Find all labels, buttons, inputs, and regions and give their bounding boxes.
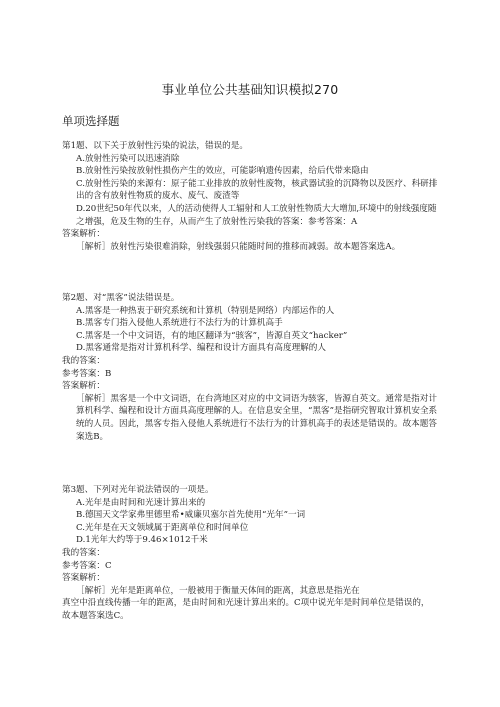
- question-stem: 第1题、以下关于放射性污染的说法，错误的是。: [62, 141, 248, 151]
- question-3: [62, 484, 438, 623]
- my-answer: 我的答案：: [62, 355, 105, 366]
- option-c: C.放射性污染的来源有：原子能工业排放的放射性废物，核武器试验的沉降物以及医疗、科研排出的含有放射性物质的废水、废气、废渣等: [76, 178, 438, 202]
- option-a: A.放射性污染可以迅速消除: [76, 153, 180, 164]
- option-c: C.光年是在天文领域属于距离单位和时间单位: [76, 522, 249, 533]
- question-1: [62, 140, 438, 253]
- analysis-label: 答案解析：: [62, 573, 105, 584]
- my-answer: 我的答案：: [62, 547, 105, 558]
- analysis-text-line1: ［解析］光年是距离单位，一般被用于衡量天体间的距离，其意思是指光在: [76, 585, 360, 596]
- option-b: B.德国天文学家弗里德里希•威廉贝塞尔首先使用“光年”一词: [76, 510, 306, 521]
- reference-answer: 参考答案：C: [62, 560, 112, 571]
- section-heading: 单项选择题: [62, 114, 120, 128]
- option-d: D.黑客通常是指对计算机科学、编程和设计方面具有高度理解的人: [76, 343, 326, 354]
- page-title: 事业单位公共基础知识模拟270: [161, 82, 339, 97]
- option-c: C.黑客是一个中文词语，有的地区翻译为“骇客”，皆源自英文“hacker”: [76, 330, 348, 341]
- question-stem: 第2题、对“黑客”说法错误是。: [62, 293, 180, 303]
- option-a: A.黑客是一种热衷于研究系统和计算机（特别是网络）内部运作的人: [76, 305, 335, 316]
- analysis-label: 答案解析：: [62, 381, 105, 392]
- question-2: [62, 292, 438, 443]
- analysis-text-rest: 真空中沿直线传播一年的距离，是由时间和光速计算出来的。C项中说光年是时间单位是错误的，故本题答案选C。: [62, 598, 430, 621]
- option-b: B.黑客专门指入侵他人系统进行不法行为的计算机高手: [76, 318, 283, 329]
- reference-answer: 参考答案：B: [62, 368, 112, 379]
- option-d: D.20世纪50年代以来，人的活动使得人工辐射和人工放射性物质大大增加,环境中的射线强度随之增强，危及生物的生存，从而产生了放射性污染我的答案：参考答案：A: [76, 203, 437, 227]
- analysis-text: ［解析］黑客是一个中文词语，在台湾地区对应的中文词语为骇客，皆源自英文。通常是指对计算机科学、编程和设计方面具高度理解的人。在信息安全里，“黑客”是指研究智取计算机安全系统的人员。因此，黑客专指入侵他人系统进行不法行为的计算机高手的表述是错误的。故本题答案选B。: [76, 393, 438, 442]
- option-b: B.放射性污染按放射性损伤产生的效应，可能影响遗传因素，给后代带来隐由: [76, 166, 369, 177]
- question-stem: 第3题、下列对光年说法错误的一项是。: [62, 485, 214, 495]
- analysis-text: ［解析］放射性污染很难消除，射线强弱只能随时间的推移而减弱。故本题答案选A。: [76, 241, 401, 252]
- analysis-label: 答案解析：: [62, 229, 105, 240]
- option-a: A.光年是由时间和光速计算出来的: [76, 497, 206, 508]
- option-d: D.1光年大约等于9.46×1012千米: [76, 535, 208, 546]
